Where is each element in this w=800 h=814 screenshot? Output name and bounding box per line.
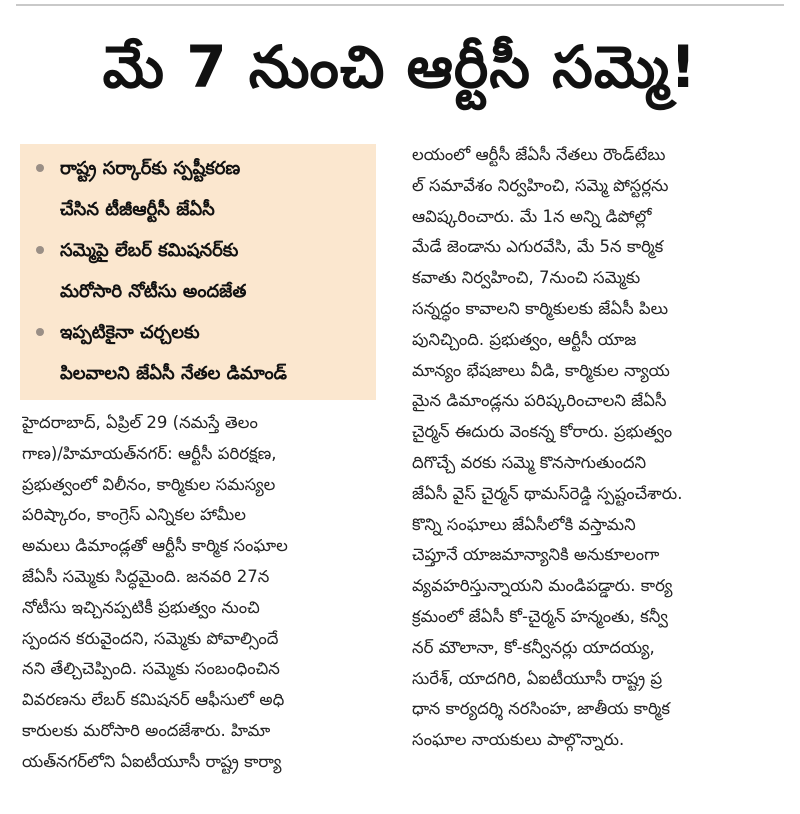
- body-line: నని తేల్చిచెప్పింది. సమ్మెకు సంబంధించిన: [22, 659, 280, 679]
- body-line: కొన్ని సంఘాలు జేఏసీలోకి వస్తామని: [412, 514, 636, 534]
- body-line: జేఏసీ వైస్ చైర్మన్ థామస్‌రెడ్డి స్పష్టంచేశారు.: [412, 483, 683, 503]
- body-line: గాణ)/హిమాయత్‌నగర్: ఆర్టీసీ పరిరక్షణ,: [22, 443, 277, 463]
- body-line: మాన్యం భేషజాలు వీడి, కార్మికుల న్యాయ: [412, 360, 670, 380]
- body-line: ధాన కార్యదర్శి నరసింహ, జాతీయ కార్మిక: [412, 699, 671, 719]
- body-line: లయంలో ఆర్టీసీ జేఏసీ నేతలు రౌండ్‌టేబు: [412, 145, 666, 164]
- body-line: క్రమంలో జేఏసీ కో-చైర్మన్ హన్మంతు, కన్వీ: [412, 606, 668, 626]
- body-line: పునిచ్చింది. ప్రభుత్వం, ఆర్టీసీ యాజ: [412, 329, 637, 349]
- body-line: నోటీసు ఇచ్చినప్పటికీ ప్రభుత్వం నుంచి: [22, 597, 260, 617]
- body-line: మేడే జెండాను ఎగురవేసి, మే 5న కార్మిక: [412, 237, 664, 257]
- bullet-icon: [36, 328, 44, 336]
- body-line: వ్యవహరిస్తున్నాయని మండిపడ్డారు. కార్య: [412, 576, 673, 596]
- body-line: ఆవిష్కరించారు. మే 1న అన్ని డిపోల్లో: [412, 206, 652, 226]
- body-line: అమలు డిమాండ్లతో ఆర్టీసీ కార్మిక సంఘాల: [22, 536, 288, 556]
- body-line: మైన డిమాండ్లను పరిష్కరించాలని జేఏసీ: [412, 391, 667, 411]
- body-line: సంఘాల నాయకులు పాల్గొన్నారు.: [412, 730, 625, 750]
- body-line: చెప్తూనే యాజమాన్యానికి అనుకూలంగా: [412, 545, 660, 565]
- body-line: నర్ మౌలానా, కో-కన్వీనర్లు యాదయ్య,: [412, 637, 655, 657]
- article-column-left: [22, 408, 382, 778]
- body-line: స్పందన కరువైందని, సమ్మెకు పోవాల్సిందే: [22, 628, 279, 648]
- body-line: దిగొచ్చే వరకు సమ్మె కొనసాగుతుందని: [412, 452, 647, 472]
- body-line: జేఏసీ సమ్మెకు సిద్ధమైంది. జనవరి 27న: [22, 566, 270, 586]
- highlights-box: [20, 144, 376, 400]
- bullet-icon: [36, 164, 44, 172]
- highlight-line: చేసిన టీజీఆర్టీసీ జేఏసీ: [60, 199, 215, 220]
- highlight-line: మరోసారి నోటీసు అందజేత: [60, 281, 247, 302]
- highlight-line: సమ్మెపై లేబర్ కమిషనర్‌కు: [60, 240, 239, 261]
- highlight-line: పిలవాలని జేఏసీ నేతల డిమాండ్: [60, 363, 288, 384]
- body-line: హైదరాబాద్, ఏప్రిల్ 29 (నమస్తే తెలం: [22, 413, 258, 432]
- article-column-right: [412, 140, 780, 756]
- highlight-line: రాష్ట్ర సర్కార్‌కు స్పష్టీకరణ: [60, 158, 241, 179]
- body-line: యత్‌నగర్‌లోని ఏఐటీయూసీ రాష్ట్ర కార్యా: [22, 751, 282, 771]
- body-line: పరిష్కారం, కాంగ్రెస్ ఎన్నికల హామీల: [22, 505, 246, 525]
- headline: మే 7 నుంచి ఆర్టీసీ సమ్మె!: [102, 33, 698, 101]
- body-line: సురేశ్, యాదగిరి, ఏఐటీయూసీ రాష్ట్ర ప్ర: [412, 668, 663, 688]
- body-line: వివరణను లేబర్ కమిషనర్ ఆఫీసులో అధి: [22, 690, 285, 710]
- body-line: సన్నద్ధం కావాలని కార్మికులకు జేఏసీ పిలు: [412, 298, 669, 318]
- bullet-icon: [36, 246, 44, 254]
- body-line: ల్ సమావేశం నిర్వహించి, సమ్మె పోస్టర్లను: [412, 175, 669, 195]
- highlight-line: ఇప్పటికైనా చర్చలకు: [60, 322, 200, 343]
- body-line: కారులకు మరోసారి అందజేశారు. హిమా: [22, 720, 271, 740]
- body-line: ప్రభుత్వంలో విలీనం, కార్మికుల సమస్యల: [22, 474, 276, 494]
- body-line: చైర్మన్ ఈదురు వెంకన్న కోరారు. ప్రభుత్వం: [412, 422, 673, 442]
- top-divider: [16, 4, 784, 6]
- body-line: కవాతు నిర్వహించి, 7నుంచి సమ్మెకు: [412, 268, 641, 288]
